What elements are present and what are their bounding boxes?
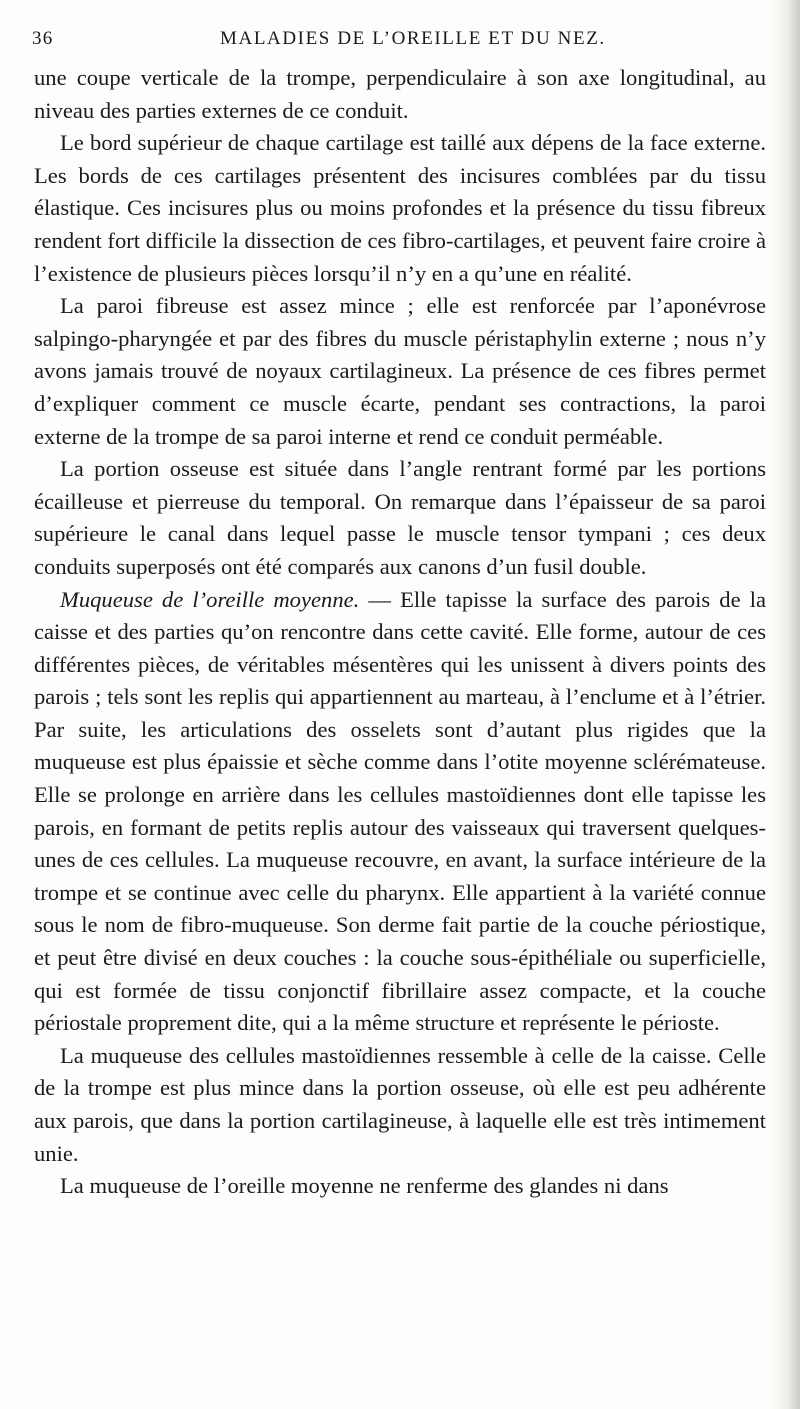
paragraph-5-text: Elle tapisse la surface des parois de la caisse et des parties qu’on rencontre dans cette cavité. Elle forme, autour de ces différentes pièces, de véritables mésentères qui les unissent à divers points des parois ; tels sont les replis qui appartiennent au marteau, à l’enclume et à l’étrier. Par suite, les articulations des osselets sont d’autant plus rigides que la muqueuse est plus épaissie et sèche comme dans l’otite moyenne sclérémateuse. Elle se prolonge en arrière dans les cellules mastoïdiennes dont elle tapisse les parois, en formant de petits replis autour des vaisseaux qui traversent quelques-unes de ces cellules. La muqueuse recouvre, en avant, la surface intérieure de la trompe et se continue avec celle du pharynx. Elle appartient à la variété connue sous le nom de fibro-muqueuse. Son derme fait partie de la couche périostique, et peut être divisé en deux couches : la couche sous-épithéliale ou superficielle, qui est formée de tissu conjonctif fibrillaire assez compacte, et la couche périostale proprement dite, qui a la même structure et représente le périoste.	[34, 586, 767, 1036]
paragraph-5	[34, 584, 766, 1040]
paragraph-1: une coupe verticale de la trompe, perpendiculaire à son axe longitudinal, au niveau des parties externes de ce conduit.	[34, 65, 766, 123]
body-text	[34, 62, 766, 1203]
paragraph-7: La muqueuse de l’oreille moyenne ne renferme des glandes ni dans	[60, 1173, 669, 1199]
heading-dash: —	[359, 586, 401, 612]
paragraph-6: La muqueuse des cellules mastoïdiennes ressemble à celle de la caisse. Celle de la trompe est plus mince dans la portion osseuse, où elle est peu adhérente aux parois, que dans la portion cartilagineuse, à laquelle elle est très intimement unie.	[34, 1042, 766, 1166]
page-header	[32, 28, 772, 58]
paragraph-4: La portion osseuse est située dans l’angle rentrant formé par les portions écailleuse et pierreuse du temporal. On remarque dans l’épaisseur de sa paroi supérieure le canal dans lequel passe le muscle tensor tympani ; ces deux conduits superposés ont été comparés aux canons d’un fusil double.	[34, 456, 766, 579]
paragraph-3: La paroi fibreuse est assez mince ; elle est renforcée par l’aponévrose salpingo-pharyngée et par des fibres du muscle péristaphylin externe ; nous n’y avons jamais trouvé de noyaux cartilagineux. La présence de ces fibres permet d’expliquer comment ce muscle écarte, pendant ses contractions, la paroi externe de la trompe de sa paroi interne et rend ce conduit perméable.	[34, 293, 766, 449]
page-number: 36	[32, 28, 54, 49]
page-edge-shadow	[772, 0, 800, 1409]
running-head: MALADIES DE L’OREILLE ET DU NEZ.	[220, 28, 606, 49]
section-heading: Muqueuse de l’oreille moyenne.	[60, 586, 360, 612]
paragraph-2: Le bord supérieur de chaque cartilage est taillé aux dépens de la face externe. Les bords de ces cartilages présentent des incisures comblées par du tissu élastique. Ces incisures plus ou moins profondes et la présence du tissu fibreux rendent fort difficile la dissection de ces fibro-cartilages, et peuvent faire croire à l’existence de plusieurs pièces lorsqu’il n’y en a qu’une en réalité.	[34, 130, 766, 286]
